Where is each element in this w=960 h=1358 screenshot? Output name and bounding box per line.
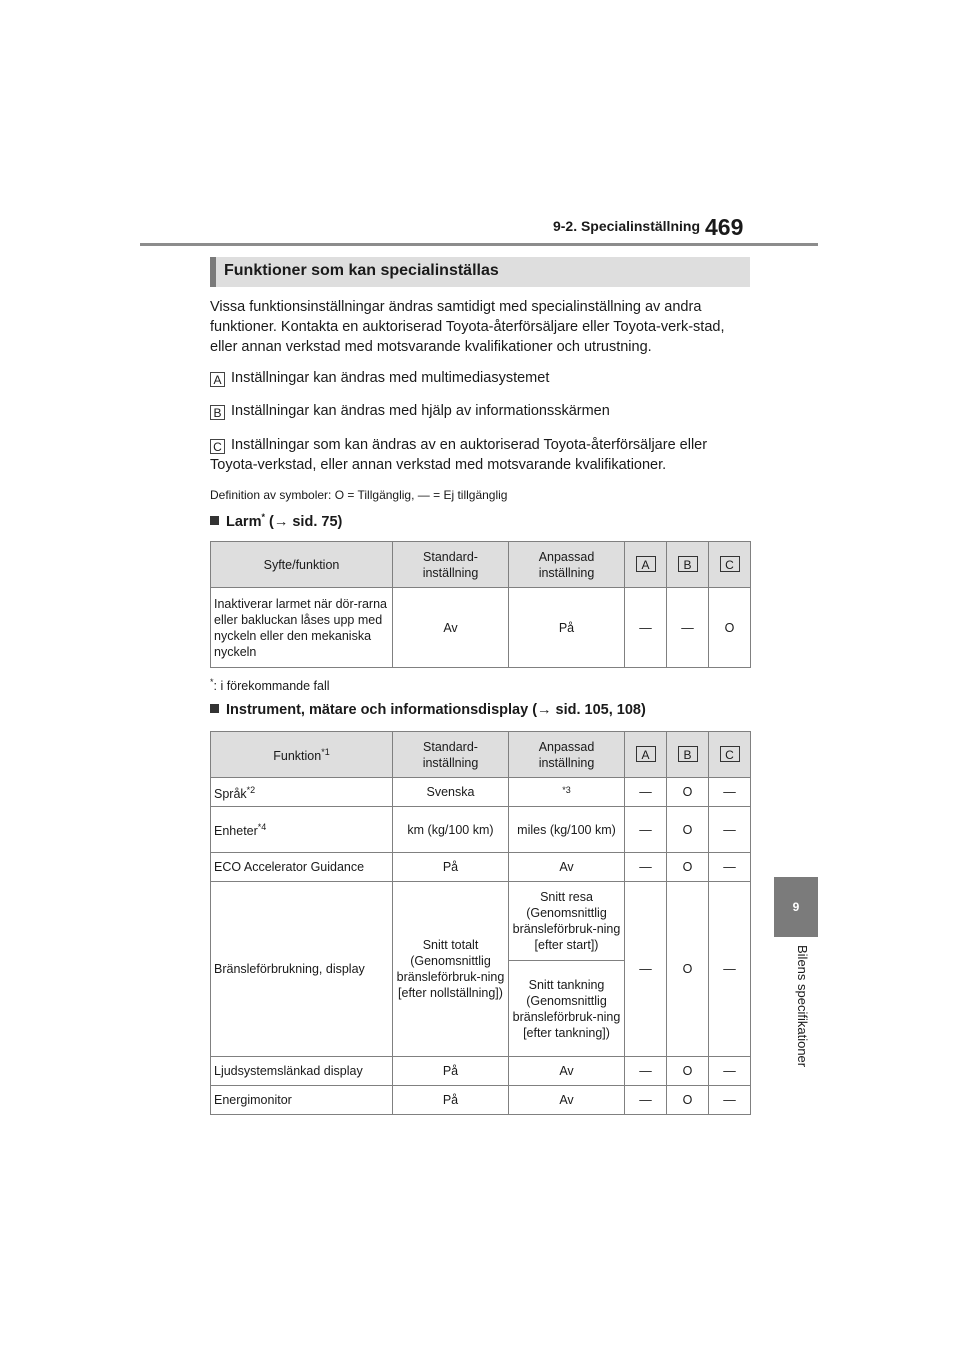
header-cell	[625, 732, 667, 778]
table-cell: —	[709, 882, 751, 1057]
symbol-definition: Definition av symboler: O = Tillgänglig, — = Ej tillgänglig	[210, 488, 508, 502]
table-header-row	[211, 542, 751, 588]
larm-page-ref[interactable]: (→ sid. 75)	[269, 513, 343, 530]
table-cell: —	[625, 778, 667, 807]
table-cell: På	[393, 853, 509, 882]
table-cell: Bränsleförbrukning, display	[211, 882, 393, 1057]
table-cell: —	[709, 1086, 751, 1115]
header-cell: Anpassad inställning	[509, 732, 625, 778]
table-cell: Av	[393, 588, 509, 668]
table-cell: —	[625, 853, 667, 882]
legend-item-a	[210, 368, 750, 388]
table-cell: Språk$^{*2}$	[211, 778, 393, 807]
instrument-title-text: Instrument, mätare och informationsdisplay	[226, 702, 529, 718]
chapter-tab[interactable]: 9	[774, 877, 818, 937]
chapter-label: Bilens specifikationer	[795, 945, 810, 1068]
header-cell	[667, 542, 709, 588]
table-cell: —	[625, 1086, 667, 1115]
larm-title	[210, 512, 342, 530]
table-cell: Ljudsystemslänkad display	[211, 1057, 393, 1086]
legend-text: Inställningar kan ändras med multimediasystemet	[231, 370, 550, 386]
table-cell: km (kg/100 km)	[393, 807, 509, 853]
table-cell: —	[709, 1057, 751, 1086]
badge-a: A	[636, 556, 656, 572]
instrument-title	[210, 702, 646, 718]
table-cell: Energimonitor	[211, 1086, 393, 1115]
larm-table	[210, 541, 751, 668]
header-cell	[667, 732, 709, 778]
header-cell	[709, 542, 751, 588]
badge-b: B	[210, 405, 225, 420]
table-cell: O	[667, 778, 709, 807]
badge-b: B	[678, 746, 698, 762]
table-cell: —	[625, 807, 667, 853]
larm-title-text: Larm	[226, 513, 262, 530]
table-cell: Snitt totalt (Genomsnittlig bränsleförbruk-ning [efter nollställning])	[393, 882, 509, 1057]
table-row	[211, 853, 751, 882]
section-title: 9-2. Specialinställning	[552, 218, 700, 234]
badge-c: C	[720, 556, 740, 572]
page-number: 469	[705, 214, 744, 240]
instrument-page-ref[interactable]: (→ sid. 105, 108)	[532, 702, 646, 718]
table-cell: miles (kg/100 km)	[509, 807, 625, 853]
table-cell: —	[625, 882, 667, 1057]
instrument-table	[210, 731, 751, 1115]
header-cell: Funktion$^{*1}$	[211, 732, 393, 778]
legend-text: Inställningar som kan ändras av en auktoriserad Toyota-återförsäljare eller Toyota-verkstad, eller annan verkstad med motsvarande kvalifikationer.	[210, 437, 708, 473]
table-row	[211, 807, 751, 853]
table-cell: ECO Accelerator Guidance	[211, 853, 393, 882]
table-cell: —	[709, 807, 751, 853]
table-cell: På	[509, 588, 625, 668]
table-cell: —	[625, 1057, 667, 1086]
table-row	[211, 1086, 751, 1115]
legend-text: Inställningar kan ändras med hjälp av informationsskärmen	[231, 403, 610, 419]
header-cell: Syfte/funktion	[211, 542, 393, 588]
table-cell: Av	[509, 1086, 625, 1115]
square-bullet-icon	[210, 704, 219, 713]
table-cell: Svenska	[393, 778, 509, 807]
table-cell: Av	[509, 1057, 625, 1086]
badge-a: A	[636, 746, 656, 762]
header-cell: Standard-inställning	[393, 732, 509, 778]
square-bullet-icon	[210, 516, 219, 525]
badge-c: C	[210, 439, 225, 454]
header-cell: Standard-inställning	[393, 542, 509, 588]
table-row	[211, 588, 751, 668]
table-row	[211, 778, 751, 807]
section-heading: Funktioner som kan specialinställas	[224, 262, 499, 279]
table-cell: På	[393, 1057, 509, 1086]
table-row	[211, 1057, 751, 1086]
table-cell: O	[667, 1086, 709, 1115]
table-cell: —	[625, 588, 667, 668]
table-header-row	[211, 732, 751, 778]
badge-c: C	[720, 746, 740, 762]
header-cell	[625, 542, 667, 588]
table-cell: Snitt tankning (Genomsnittlig bränsleförbruk-ning [efter tankning])	[509, 961, 625, 1057]
table-cell: *3	[509, 778, 625, 807]
larm-footnote	[210, 677, 330, 693]
table-cell: —	[709, 778, 751, 807]
legend-item-c	[210, 435, 750, 475]
header-cell	[709, 732, 751, 778]
table-cell: På	[393, 1086, 509, 1115]
table-cell: Snitt resa (Genomsnittlig bränsleförbruk-ning [efter start])	[509, 882, 625, 961]
footnote-text: : i förekommande fall	[213, 679, 330, 694]
table-cell: O	[667, 882, 709, 1057]
larm-title-sup: *	[261, 512, 265, 522]
table-cell: Enheter$^{*4}$	[211, 807, 393, 853]
header-rule	[140, 243, 818, 246]
table-cell: O	[667, 1057, 709, 1086]
table-cell: Av	[509, 853, 625, 882]
footnote-mark: *	[210, 677, 214, 687]
table-cell: —	[709, 853, 751, 882]
table-cell: O	[709, 588, 751, 668]
table-cell: O	[667, 853, 709, 882]
table-cell: Inaktiverar larmet när dör-rarna eller bakluckan låses upp med nyckeln eller den mekaniska nyckeln	[211, 588, 393, 668]
badge-b: B	[678, 556, 698, 572]
intro-paragraph: Vissa funktionsinställningar ändras samtidigt med specialinställning av andra funktioner. Kontakta en auktoriserad Toyota-återförsäljare eller Toyota-verk-stad, eller annan verkstad med motsvarande kvalifikationer och utrustning.	[210, 299, 725, 355]
table-cell: O	[667, 807, 709, 853]
legend-item-b	[210, 401, 750, 421]
badge-a: A	[210, 372, 225, 387]
header-cell: Anpassad inställning	[509, 542, 625, 588]
table-cell: —	[667, 588, 709, 668]
table-row	[211, 882, 751, 961]
